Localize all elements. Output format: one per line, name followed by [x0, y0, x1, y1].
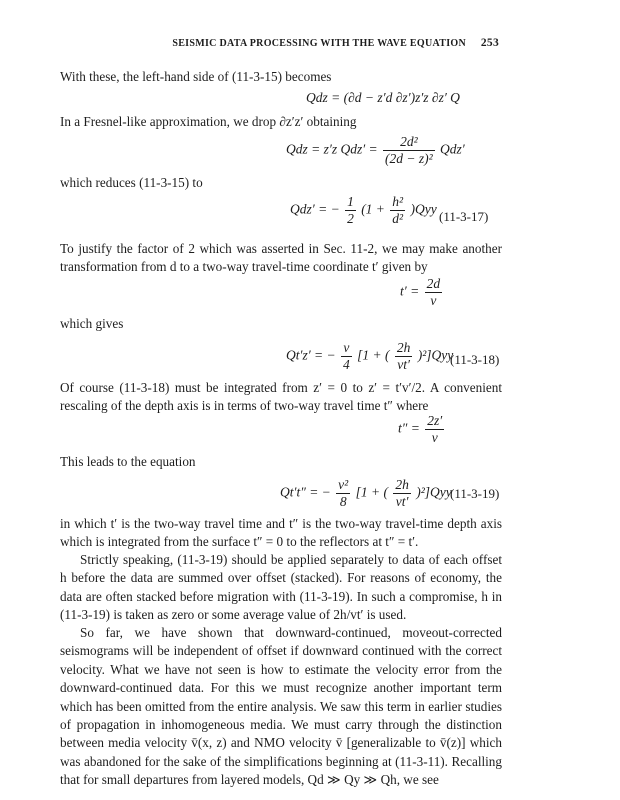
eq3-right: )Qyy: [410, 201, 437, 217]
eq7-left: Qt′t″ = −: [280, 484, 331, 500]
eq7-fraction: [336, 477, 350, 510]
paragraph-7: This leads to the equation: [60, 454, 196, 469]
eq3-mid: (1 +: [361, 201, 385, 217]
eq7-mid: [1 + (: [355, 484, 388, 500]
paragraph-8: in which t′ is the two-way travel time and t″ is the two-way travel-time depth axis which is integrated from the surface t″ = 0 to the reflectors at t″ = t′.: [60, 516, 502, 550]
eq7-num: v²: [338, 477, 349, 492]
paragraph-2: In a Fresnel-like approximation, we drop ∂z′z′ obtaining: [60, 114, 357, 129]
eq4-fraction: [425, 276, 443, 309]
eq7-den: 8: [339, 494, 347, 509]
equation-tag-11-3-17: (11-3-17): [439, 209, 489, 224]
eq5-h-ratio: [395, 340, 413, 373]
eq3-half: [345, 194, 356, 227]
eq4-left: t′ =: [400, 283, 420, 299]
eq5-h-den: vt′: [397, 357, 410, 372]
eq6-left: t″ =: [398, 420, 420, 436]
eq5-right: )²]Qyy: [417, 347, 454, 363]
equation-11-3-17: [290, 194, 437, 227]
eq5-fraction: [341, 340, 352, 373]
eq5-num: v: [341, 340, 352, 357]
eq3-left: Qdz′ = −: [290, 201, 340, 217]
eq2-numerator: 2d²: [383, 134, 435, 151]
eq4-num: 2d: [426, 276, 441, 291]
eq5-h-num: 2h: [396, 340, 411, 355]
eq2-denominator: (2d − z)²: [385, 151, 433, 166]
equation-t-prime: [400, 276, 444, 309]
equation-11-3-19: [280, 477, 452, 510]
eq7-h-ratio: [393, 477, 411, 510]
eq3-half-num: 1: [347, 194, 354, 209]
eq3-h-ratio: [390, 194, 405, 227]
eq6-num: 2z′: [427, 413, 443, 428]
equation-11-3-18: [286, 340, 453, 373]
paragraph-6: Of course (11-3-18) must be integrated from z′ = 0 to z′ = t′v′/2. A convenient rescaling of the depth axis is in terms of two-way travel time t″ where: [60, 380, 502, 414]
equation-tag-11-3-18: (11-3-18): [450, 352, 500, 367]
running-title: SEISMIC DATA PROCESSING WITH THE WAVE EQUATION: [172, 38, 467, 49]
running-header: [172, 37, 499, 49]
eq2-left: Qdz = z′z Qdz′ =: [286, 141, 378, 157]
eq5-den: 4: [343, 357, 350, 372]
equation-t-double-prime: [398, 413, 446, 446]
eq7-h-den: vt′: [395, 494, 409, 509]
paragraph-4: To justify the factor of 2 which was asserted in Sec. 11-2, we may make another transformation from d to a two-way travel-time coordinate t′ given by: [60, 241, 502, 275]
eq3-h-den: d²: [392, 211, 404, 226]
eq4-den: v: [430, 293, 437, 308]
paragraph-10: So far, we have shown that downward-continued, moveout-corrected seismograms will be independent of offset if downward continued with the correct velocity. What we have not seen is how to estimate the velocity error from the downward-continued data. For this we must recognize another important term which has been omitted from the entire analysis. We saw this term in earlier studies of propagation in inhomogeneous media. We must carry through the distinction between media velocity v̄(x, z) and NMO velocity v̄ [generalizable to v̄(z)] which was abandoned for the sake of the simplifications beginning at (11-3-11). Recalling that for small departures from layered models, Qd ≫ Qy ≫ Qh, we see: [60, 625, 502, 788]
eq7-h-num: 2h: [395, 477, 409, 492]
eq5-mid: [1 + (: [357, 347, 390, 363]
eq3-h-num: h²: [392, 194, 404, 209]
equation-fresnel: [286, 134, 465, 167]
paragraph-1: With these, the left-hand side of (11-3-15) becomes: [60, 69, 332, 84]
paragraph-5: which gives: [60, 316, 124, 331]
eq2-right: Qdz′: [440, 141, 465, 157]
eq5-left: Qt′z′ = −: [286, 347, 336, 363]
paragraph-3: which reduces (11-3-15) to: [60, 175, 203, 190]
equation-tag-11-3-19: (11-3-19): [450, 486, 500, 501]
eq7-right: )²]Qyy: [416, 484, 452, 500]
equation-qdz-expansion: Qdz = (∂d − z′d ∂z′)z′z ∂z′ Q: [306, 90, 460, 105]
page-number: 253: [480, 37, 499, 49]
eq3-half-den: 2: [347, 211, 354, 226]
paragraph-9: Strictly speaking, (11-3-19) should be applied separately to data of each offset h before the data are summed over offset (stacked). For reasons of economy, the data are often stacked before migration with (11-3-19). In such a compromise, h in (11-3-19) is taken as zero or some average value of 2h/vt′ is used.: [60, 552, 502, 623]
eq2-fraction: [383, 134, 435, 167]
eq6-den: v: [431, 430, 438, 445]
eq6-fraction: [425, 413, 444, 446]
